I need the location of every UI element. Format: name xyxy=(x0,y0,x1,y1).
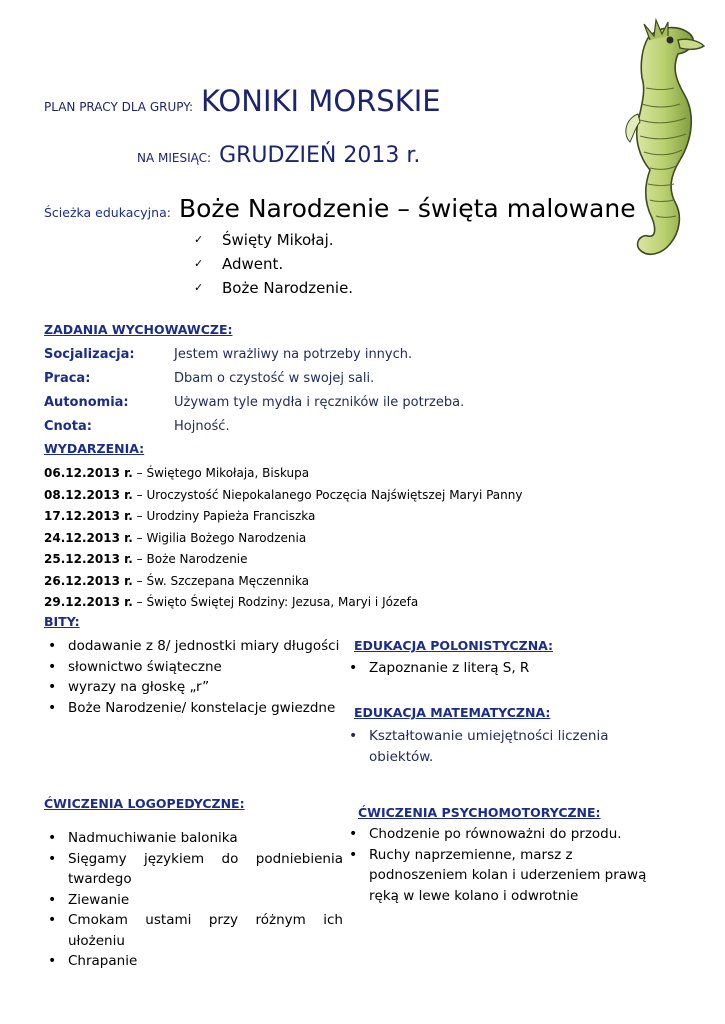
events-list xyxy=(44,463,522,614)
plan-label: PLAN PRACY DLA GRUPY: xyxy=(44,100,193,114)
list-item: • Nadmuchiwanie balonika xyxy=(68,828,343,849)
psycho-list xyxy=(345,824,664,906)
task-row: Praca: Dbam o czystość w swojej sali. xyxy=(44,371,375,386)
list-item: • Kształtowanie umiejętności liczenia obiektów. xyxy=(369,726,664,767)
check-icon: ✓ xyxy=(194,233,204,246)
speech-list xyxy=(44,828,343,972)
month-label: NA MIESIĄC: xyxy=(137,151,212,165)
bity-list xyxy=(44,636,343,718)
list-item: • dodawanie z 8/ jednostki miary długości xyxy=(68,636,343,657)
path-value: Boże Narodzenie – święta malowane xyxy=(178,194,636,223)
list-item: • Cmokam ustami przy różnym ich ułożeniu xyxy=(68,910,343,951)
month-value: GRUDZIEŃ 2013 r. xyxy=(219,143,421,168)
plan-header xyxy=(44,84,441,118)
list-item: • słownictwo świąteczne xyxy=(68,657,343,678)
list-item: ✓ Adwent. xyxy=(194,252,353,276)
list-item: • Ruchy naprzemienne, marsz z podnoszeniem kolan i uderzeniem prawą ręką w lewe kolano i odwrotnie xyxy=(369,845,664,907)
list-item: • Chrapanie xyxy=(68,951,343,972)
events-title: WYDARZENIA: xyxy=(44,441,145,456)
list-item: ✓ Boże Narodzenie. xyxy=(194,276,353,300)
polish-list xyxy=(345,658,664,679)
speech-title: ĆWICZENIA LOGOPEDYCZNE: xyxy=(44,796,245,811)
psycho-title: ĆWICZENIA PSYCHOMOTORYCZNE: xyxy=(358,805,601,820)
bity-title: BITY: xyxy=(44,614,80,629)
list-item: • Chodzenie po równoważni do przodu. xyxy=(369,824,664,845)
tasks-list xyxy=(44,343,464,439)
event-row: 25.12.2013 r. – Boże Narodzenie xyxy=(44,552,248,566)
polish-title: EDUKACJA POLONISTYCZNA: xyxy=(354,638,554,653)
list-item: • Zapoznanie z literą S, R xyxy=(369,658,664,679)
list-item: ✓ Święty Mikołaj. xyxy=(194,228,353,252)
task-row: Cnota: Hojność. xyxy=(44,419,230,434)
event-row: 24.12.2013 r. – Wigilia Bożego Narodzenia xyxy=(44,530,307,545)
path-header xyxy=(44,194,636,223)
math-title: EDUKACJA MATEMATYCZNA: xyxy=(354,705,551,720)
event-row: 08.12.2013 r. – Uroczystość Niepokalanego Poczęcia Najświętszej Maryi Panny xyxy=(44,487,523,502)
check-icon: ✓ xyxy=(194,257,204,270)
task-row: Socjalizacja: Jestem wrażliwy na potrzeby innych. xyxy=(44,347,413,362)
event-row: 06.12.2013 r. – Świętego Mikołaja, Biskupa xyxy=(44,466,310,480)
list-item: • wyrazy na głoskę „r” xyxy=(68,677,343,698)
group-name: KONIKI MORSKIE xyxy=(201,84,441,118)
list-item: • Ziewanie xyxy=(68,890,343,911)
list-item: • Boże Narodzenie/ konstelacje gwiezdne xyxy=(68,698,343,719)
list-item: • Sięgamy językiem do podniebienia twardego xyxy=(68,849,343,890)
event-row: 29.12.2013 r. – Święto Świętej Rodziny: Jezusa, Maryi i Józefa xyxy=(44,595,419,609)
seahorse-illustration xyxy=(586,18,706,278)
tasks-title: ZADANIA WYCHOWAWCZE: xyxy=(44,322,233,337)
event-row: 17.12.2013 r. – Urodziny Papieża Franciszka xyxy=(44,509,316,523)
task-row: Autonomia: Używam tyle mydła i ręczników ile potrzeba. xyxy=(44,395,465,410)
month-header xyxy=(137,143,420,168)
math-list xyxy=(345,726,664,767)
path-label: Ścieżka edukacyjna: xyxy=(44,205,171,220)
topics-list xyxy=(194,228,353,300)
check-icon: ✓ xyxy=(194,281,204,294)
event-row: 26.12.2013 r. – Św. Szczepana Męczennika xyxy=(44,573,310,588)
